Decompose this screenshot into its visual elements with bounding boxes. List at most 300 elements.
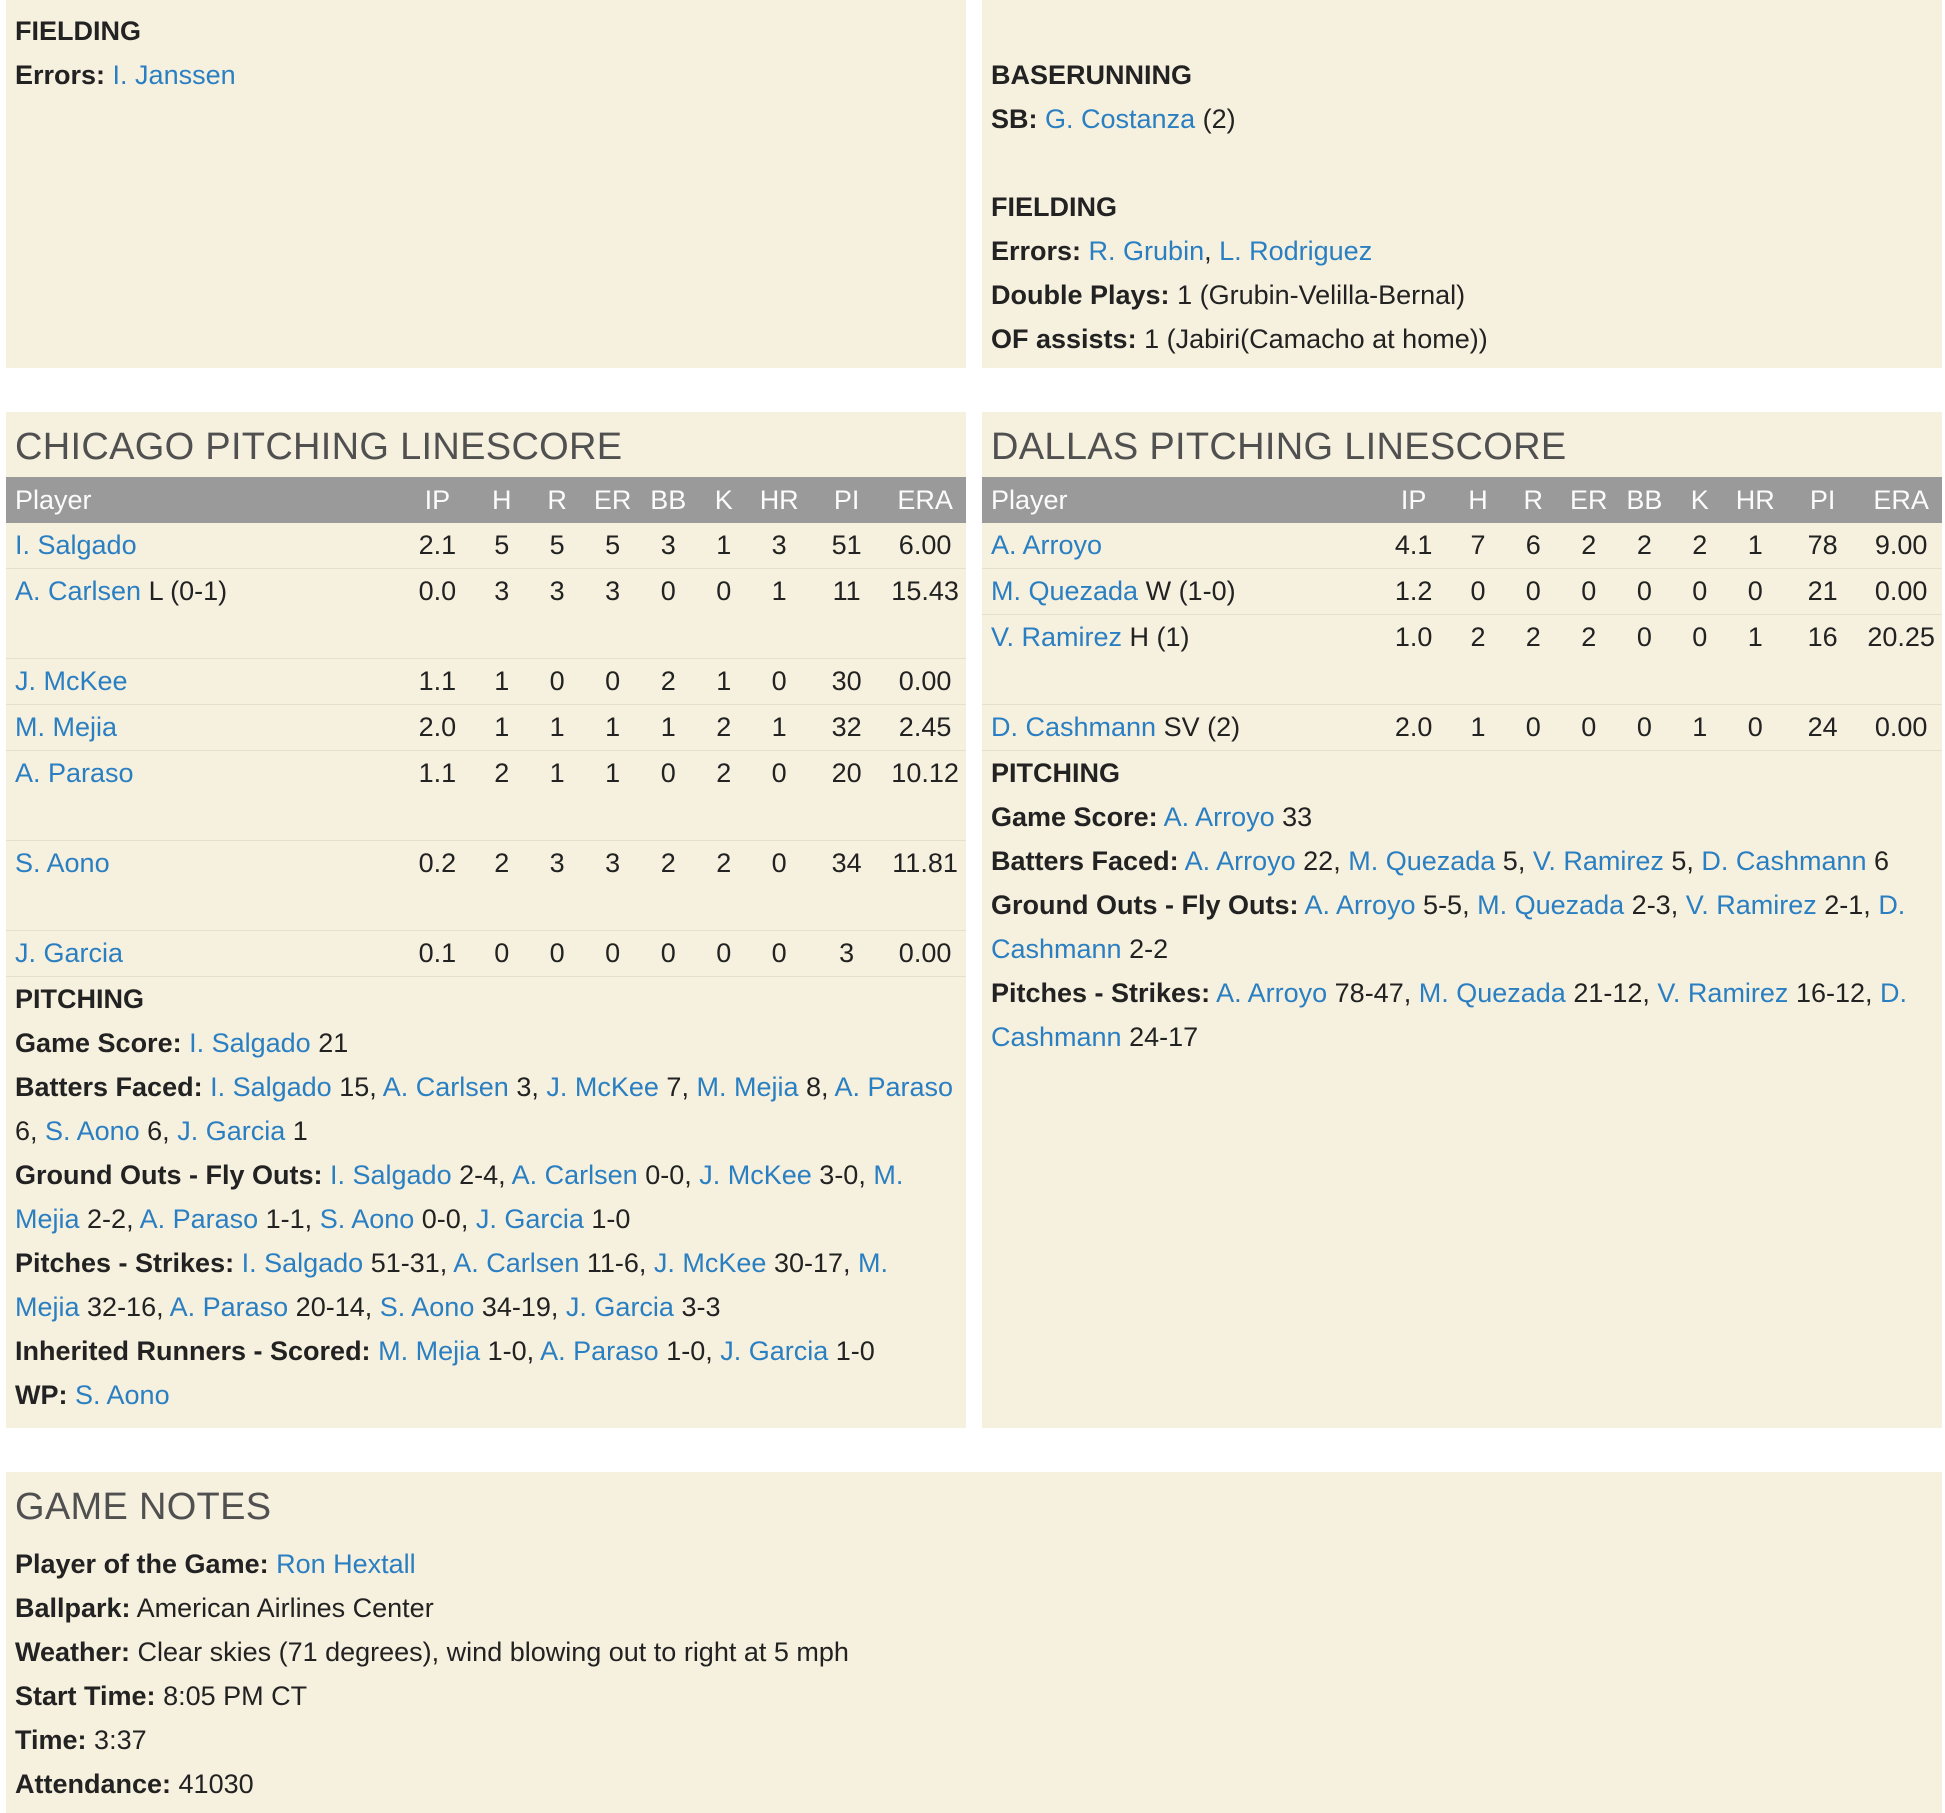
player-link[interactable]: I. Salgado — [330, 1160, 452, 1190]
weather-label: Weather: — [15, 1637, 131, 1667]
table-row — [982, 615, 1942, 705]
player-link[interactable]: M. Mejia — [378, 1336, 481, 1366]
stat-er: 1 — [587, 751, 639, 841]
stat-er: 3 — [587, 841, 639, 931]
stat-bb: 1 — [638, 705, 698, 751]
player-link[interactable]: D. Cashmann — [991, 890, 1906, 964]
table-row — [6, 841, 966, 931]
table-row — [6, 659, 966, 705]
player-link[interactable]: I. Janssen — [112, 60, 236, 90]
player-cell — [6, 931, 399, 977]
go-fo-line: Ground Outs - Fly Outs: A. Arroyo 5-5, M. Quezada 2-3, V. Ramirez 2-1, D. Cashmann 2-2 — [991, 890, 1906, 964]
stat-r: 5 — [527, 523, 586, 569]
stat-value: 2-3 — [1624, 890, 1671, 920]
player-link[interactable]: M. Quezada — [1477, 890, 1625, 920]
stat-era: 20.25 — [1860, 615, 1942, 705]
player-link[interactable]: J. Garcia — [177, 1116, 286, 1146]
player-cell — [982, 523, 1375, 569]
stat-ip: 1.2 — [1375, 569, 1452, 615]
go-fo-line: Ground Outs - Fly Outs: I. Salgado 2-4, A. Carlsen 0-0, J. McKee 3-0, M. Mejia 2-2, A. Paraso 1-1, S. Aono 0-0, J. Garcia 1-0 — [15, 1160, 904, 1234]
player-link[interactable]: A. Paraso — [834, 1072, 954, 1102]
stat-value: 78-47 — [1327, 978, 1404, 1008]
panel-title: CHICAGO PITCHING LINESCORE — [15, 426, 623, 468]
stat-era: 11.81 — [884, 841, 966, 931]
sb-label: SB: — [991, 104, 1038, 134]
wp-line — [15, 1373, 957, 1417]
player-link[interactable]: M. Mejia — [696, 1072, 799, 1102]
decision-note: SV (2) — [1156, 712, 1241, 742]
stat-bb: 2 — [638, 659, 698, 705]
stat-value: 2-1 — [1816, 890, 1864, 920]
pitches-strikes-label: Pitches - Strikes: — [15, 1248, 235, 1278]
stat-hr: 1 — [1725, 523, 1785, 569]
col-header-player: Player — [982, 477, 1375, 523]
player-link[interactable]: I. Salgado — [241, 1248, 364, 1278]
stat-k: 0 — [1674, 615, 1725, 705]
stat-r: 0 — [1504, 705, 1563, 751]
stat-value: 21-12 — [1565, 978, 1643, 1008]
stat-value: 6 — [15, 1116, 31, 1146]
stat-h: 2 — [1452, 615, 1503, 705]
stat-value: 34-19 — [474, 1292, 551, 1322]
stat-value: 8 — [798, 1072, 821, 1102]
player-link[interactable]: V. Ramirez — [1532, 846, 1664, 876]
inherited-label: Inherited Runners - Scored: — [15, 1336, 371, 1366]
stat-hr: 3 — [749, 523, 809, 569]
stat-value: 5 — [1663, 846, 1687, 876]
player-cell — [6, 569, 399, 659]
batters-faced-label: Batters Faced: — [991, 846, 1179, 876]
stat-value: 3 — [508, 1072, 532, 1102]
col-header-bb: BB — [1615, 477, 1675, 523]
stat-value: 22 — [1295, 846, 1334, 876]
player-link[interactable]: R. Grubin — [1088, 236, 1205, 266]
col-header-player: Player — [6, 477, 399, 523]
stat-value: 11-6 — [579, 1248, 639, 1278]
stat-value: 3-0 — [811, 1160, 859, 1190]
player-link[interactable]: G. Costanza — [1045, 104, 1196, 134]
table-row — [982, 523, 1942, 569]
stat-pi: 78 — [1785, 523, 1860, 569]
decision-note: H (1) — [1122, 622, 1190, 652]
table-header-row — [6, 477, 966, 523]
stat-bb: 0 — [638, 931, 698, 977]
batters-faced-line: Batters Faced: I. Salgado 15, A. Carlsen 3, J. McKee 7, M. Mejia 8, A. Paraso 6, S. Aono 6, J. Garcia 1 — [15, 1072, 954, 1146]
stat-er: 0 — [587, 659, 639, 705]
stat-r: 3 — [527, 841, 586, 931]
player-link[interactable]: D. Cashmann — [1701, 846, 1867, 876]
of-assists-label: OF assists: — [991, 324, 1137, 354]
stat-era: 2.45 — [884, 705, 966, 751]
player-link[interactable]: M. Quezada — [1418, 978, 1566, 1008]
attendance-label: Attendance: — [15, 1769, 172, 1799]
player-cell — [6, 751, 399, 841]
stat-value: 5-5 — [1415, 890, 1463, 920]
stat-value: 2-2 — [1121, 934, 1169, 964]
stat-er: 2 — [1563, 615, 1615, 705]
player-link[interactable]: A. Arroyo — [991, 530, 1103, 560]
table-row — [6, 931, 966, 977]
stat-hr: 1 — [749, 569, 809, 659]
player-cell — [982, 569, 1375, 615]
player-link[interactable]: A. Arroyo — [1163, 802, 1275, 832]
player-link[interactable]: M. Mejia — [15, 712, 118, 742]
stat-k: 0 — [698, 931, 749, 977]
player-of-game-label: Player of the Game: — [15, 1549, 269, 1579]
stat-h: 7 — [1452, 523, 1503, 569]
fielding-header: FIELDING — [991, 192, 1117, 222]
player-cell — [982, 615, 1375, 705]
stat-r: 2 — [1504, 615, 1563, 705]
player-link[interactable]: M. Mejia — [15, 1248, 889, 1322]
player-link[interactable]: M. Quezada — [991, 576, 1139, 606]
errors-label: Errors: — [991, 236, 1082, 266]
stat-r: 0 — [1504, 569, 1563, 615]
stat-ip: 2.0 — [399, 705, 476, 751]
stat-value: 2-2 — [79, 1204, 127, 1234]
stat-bb: 0 — [1615, 569, 1675, 615]
stat-pi: 34 — [809, 841, 884, 931]
col-header-hr: HR — [749, 477, 809, 523]
player-link[interactable]: A. Arroyo — [1304, 890, 1416, 920]
player-link[interactable]: A. Carlsen — [453, 1248, 580, 1278]
stat-h: 0 — [476, 931, 527, 977]
stat-ip: 0.2 — [399, 841, 476, 931]
table-row — [982, 705, 1942, 751]
stat-value: 2-4 — [451, 1160, 499, 1190]
time-label: Time: — [15, 1725, 87, 1755]
table-row — [6, 751, 966, 841]
stat-er: 3 — [587, 569, 639, 659]
stat-value: 6 — [139, 1116, 163, 1146]
stat-bb: 0 — [1615, 705, 1675, 751]
ballpark-label: Ballpark: — [15, 1593, 131, 1623]
stat-k: 2 — [1674, 523, 1725, 569]
stat-value: 3-3 — [673, 1292, 721, 1322]
stat-pi: 3 — [809, 931, 884, 977]
col-header-h: H — [476, 477, 527, 523]
double-plays-line — [991, 273, 1933, 317]
stat-hr: 1 — [749, 705, 809, 751]
col-header-h: H — [1452, 477, 1503, 523]
player-link[interactable]: A. Arroyo — [1184, 846, 1296, 876]
errors-line — [15, 53, 957, 97]
stat-era: 0.00 — [884, 931, 966, 977]
stat-k: 0 — [698, 569, 749, 659]
stat-hr: 1 — [1725, 615, 1785, 705]
stat-ip: 0.1 — [399, 931, 476, 977]
stat-value: 16-12 — [1788, 978, 1865, 1008]
player-link[interactable]: M. Quezada — [1348, 846, 1496, 876]
start-time-line — [15, 1674, 1933, 1718]
game-score-label: Game Score: — [15, 1028, 182, 1058]
panel-title: GAME NOTES — [15, 1486, 272, 1528]
pitching-header: PITCHING — [991, 758, 1121, 788]
player-link[interactable]: S. Aono — [15, 848, 110, 878]
pitches-strikes-line: Pitches - Strikes: I. Salgado 51-31, A. Carlsen 11-6, J. McKee 30-17, M. Mejia 32-16, A. Paraso 20-14, S. Aono 34-19, J. Garcia 3-3 — [15, 1248, 889, 1322]
stat-value: 24-17 — [1121, 1022, 1199, 1052]
stat-h: 0 — [1452, 569, 1503, 615]
stat-ip: 0.0 — [399, 569, 476, 659]
stat-value: 51-31 — [363, 1248, 440, 1278]
stat-r: 1 — [527, 705, 586, 751]
stat-value: 1-0 — [828, 1336, 875, 1366]
pitching-header: PITCHING — [15, 984, 145, 1014]
stat-ip: 1.1 — [399, 659, 476, 705]
chicago-pitching-notes — [15, 977, 957, 1417]
table-row — [6, 569, 966, 659]
stat-value: 0-0 — [637, 1160, 685, 1190]
stat-r: 1 — [527, 751, 586, 841]
inherited-line: Inherited Runners - Scored: M. Mejia 1-0, A. Paraso 1-0, J. Garcia 1-0 — [15, 1336, 875, 1366]
chicago-linescore-table — [6, 477, 966, 977]
player-link[interactable]: D. Cashmann — [991, 978, 1908, 1052]
table-body — [982, 523, 1942, 751]
player-link[interactable]: A. Carlsen — [511, 1160, 638, 1190]
stat-bb: 0 — [1615, 615, 1675, 705]
player-link[interactable]: S. Aono — [45, 1116, 140, 1146]
pitches-strikes-line: Pitches - Strikes: A. Arroyo 78-47, M. Quezada 21-12, V. Ramirez 16-12, D. Cashmann 24-17 — [991, 978, 1908, 1052]
col-header-ip: IP — [1375, 477, 1452, 523]
col-header-pi: PI — [809, 477, 884, 523]
col-header-pi: PI — [1785, 477, 1860, 523]
stat-pi: 24 — [1785, 705, 1860, 751]
start-time-label: Start Time: — [15, 1681, 156, 1711]
panel-title: DALLAS PITCHING LINESCORE — [991, 426, 1567, 468]
stat-hr: 0 — [1725, 705, 1785, 751]
stat-ip: 2.0 — [1375, 705, 1452, 751]
col-header-hr: HR — [1725, 477, 1785, 523]
stat-h: 1 — [476, 659, 527, 705]
player-link[interactable]: J. McKee — [15, 666, 128, 696]
wp-label: WP: — [15, 1380, 68, 1410]
double-plays-value: 1 (Grubin-Velilla-Bernal) — [1177, 280, 1466, 310]
game-score-line — [15, 1021, 957, 1065]
stat-bb: 2 — [1615, 523, 1675, 569]
col-header-era: ERA — [884, 477, 966, 523]
stat-h: 5 — [476, 523, 527, 569]
top-left-panel — [6, 0, 966, 368]
player-link[interactable]: S. Aono — [379, 1292, 475, 1322]
decision-note: W (1-0) — [1138, 576, 1236, 606]
table-row — [6, 705, 966, 751]
player-link[interactable]: S. Aono — [75, 1380, 170, 1410]
dallas-pitching-notes — [991, 751, 1933, 1059]
player-link[interactable]: J. McKee — [699, 1160, 812, 1190]
player-link[interactable]: J. Garcia — [15, 938, 124, 968]
player-link[interactable]: A. Arroyo — [1216, 978, 1328, 1008]
stat-ip: 1.0 — [1375, 615, 1452, 705]
player-link[interactable]: V. Ramirez — [1685, 890, 1817, 920]
col-header-ip: IP — [399, 477, 476, 523]
stat-value: 20-14 — [288, 1292, 365, 1322]
stat-hr: 0 — [749, 659, 809, 705]
stat-h: 1 — [476, 705, 527, 751]
stat-hr: 0 — [749, 841, 809, 931]
player-cell — [6, 659, 399, 705]
of-assists-value: 1 (Jabiri(Camacho at home)) — [1144, 324, 1488, 354]
col-header-r: R — [527, 477, 586, 523]
batters-faced-label: Batters Faced: — [15, 1072, 203, 1102]
stat-era: 0.00 — [1860, 569, 1942, 615]
col-header-k: K — [1674, 477, 1725, 523]
stat-value: 1-0 — [583, 1204, 631, 1234]
start-time-value: 8:05 PM CT — [163, 1681, 308, 1711]
go-fo-label: Ground Outs - Fly Outs: — [15, 1160, 323, 1190]
weather-line — [15, 1630, 1933, 1674]
ballpark-value: American Airlines Center — [136, 1593, 434, 1623]
time-value: 3:37 — [94, 1725, 147, 1755]
stat-value: 15 — [331, 1072, 370, 1102]
stat-hr: 0 — [1725, 569, 1785, 615]
player-cell — [6, 705, 399, 751]
sb-count: (2) — [1202, 104, 1236, 134]
stat-value: 7 — [658, 1072, 682, 1102]
table-row — [6, 523, 966, 569]
player-link[interactable]: A. Carlsen — [382, 1072, 509, 1102]
game-notes-panel — [6, 1472, 1942, 1813]
player-link[interactable]: J. Garcia — [720, 1336, 829, 1366]
stat-r: 0 — [527, 659, 586, 705]
of-assists-line — [991, 317, 1933, 361]
col-header-r: R — [1504, 477, 1563, 523]
game-score-line — [991, 795, 1933, 839]
errors-line: Errors: R. Grubin, L. Rodriguez — [991, 236, 1373, 266]
stat-er: 1 — [587, 705, 639, 751]
top-right-panel — [982, 0, 1942, 368]
errors-label: Errors: — [15, 60, 106, 90]
stat-pi: 51 — [809, 523, 884, 569]
player-link[interactable]: J. McKee — [653, 1248, 767, 1278]
col-header-er: ER — [1563, 477, 1615, 523]
table-body — [6, 523, 966, 977]
stat-bb: 2 — [638, 841, 698, 931]
pitches-strikes-label: Pitches - Strikes: — [991, 978, 1211, 1008]
stat-er: 0 — [1563, 569, 1615, 615]
player-link[interactable]: M. Mejia — [15, 1160, 904, 1234]
decision-note: L (0-1) — [141, 576, 228, 606]
col-header-k: K — [698, 477, 749, 523]
stat-er: 5 — [587, 523, 639, 569]
stat-era: 0.00 — [1860, 705, 1942, 751]
stat-r: 0 — [527, 931, 586, 977]
baserunning-header: BASERUNNING — [991, 60, 1193, 90]
player-link[interactable]: I. Salgado — [189, 1028, 311, 1058]
table-row — [982, 569, 1942, 615]
stat-bb: 0 — [638, 751, 698, 841]
player-cell — [982, 705, 1375, 751]
stat-pi: 20 — [809, 751, 884, 841]
stat-era: 6.00 — [884, 523, 966, 569]
stat-value: 1-1 — [258, 1204, 305, 1234]
stat-pi: 32 — [809, 705, 884, 751]
go-fo-label: Ground Outs - Fly Outs: — [991, 890, 1299, 920]
stat-bb: 0 — [638, 569, 698, 659]
stat-h: 2 — [476, 841, 527, 931]
stat-r: 3 — [527, 569, 586, 659]
player-link[interactable]: J. Garcia — [475, 1204, 584, 1234]
stat-hr: 0 — [749, 931, 809, 977]
stat-era: 9.00 — [1860, 523, 1942, 569]
stat-pi: 11 — [809, 569, 884, 659]
stat-value: 32-16 — [79, 1292, 157, 1322]
player-link[interactable]: L. Rodriguez — [1219, 236, 1373, 266]
player-link[interactable]: A. Paraso — [540, 1336, 659, 1366]
stat-er: 0 — [587, 931, 639, 977]
stat-value: 1 — [285, 1116, 308, 1146]
stat-k: 2 — [698, 705, 749, 751]
stat-ip: 2.1 — [399, 523, 476, 569]
sb-line — [991, 97, 1933, 141]
dallas-pitching-panel — [982, 412, 1942, 1428]
player-link[interactable]: V. Ramirez — [991, 622, 1123, 652]
stat-k: 2 — [698, 751, 749, 841]
stat-pi: 16 — [1785, 615, 1860, 705]
stat-era: 0.00 — [884, 659, 966, 705]
stat-h: 2 — [476, 751, 527, 841]
stat-ip: 4.1 — [1375, 523, 1452, 569]
ballpark-line — [15, 1586, 1933, 1630]
stat-h: 3 — [476, 569, 527, 659]
stat-value: 1-0 — [480, 1336, 527, 1366]
player-link[interactable]: J. Garcia — [565, 1292, 674, 1322]
stat-value: 30-17 — [766, 1248, 844, 1278]
fielding-header: FIELDING — [15, 16, 141, 46]
stat-k: 1 — [698, 659, 749, 705]
player-cell — [6, 841, 399, 931]
stat-k: 0 — [1674, 569, 1725, 615]
player-link[interactable]: I. Salgado — [210, 1072, 332, 1102]
player-link[interactable]: Ron Hextall — [276, 1549, 416, 1579]
stat-k: 1 — [1674, 705, 1725, 751]
player-link[interactable]: J. McKee — [546, 1072, 659, 1102]
player-link[interactable]: D. Cashmann — [991, 712, 1157, 742]
time-line — [15, 1718, 1933, 1762]
stat-ip: 1.1 — [399, 751, 476, 841]
stat-value: 0-0 — [414, 1204, 461, 1234]
stat-value: 33 — [1274, 802, 1313, 832]
stat-value: 1-0 — [658, 1336, 706, 1366]
stat-value: 5 — [1495, 846, 1518, 876]
stat-era: 10.12 — [884, 751, 966, 841]
player-link[interactable]: V. Ramirez — [1657, 978, 1789, 1008]
stat-er: 0 — [1563, 705, 1615, 751]
attendance-value: 41030 — [178, 1769, 254, 1799]
stat-h: 1 — [1452, 705, 1503, 751]
player-of-game-line — [15, 1542, 1933, 1586]
attendance-line — [15, 1762, 1933, 1806]
table-header-row — [982, 477, 1942, 523]
player-link[interactable]: A. Paraso — [139, 1204, 259, 1234]
stat-value: 21 — [310, 1028, 349, 1058]
stat-k: 2 — [698, 841, 749, 931]
stat-pi: 30 — [809, 659, 884, 705]
player-link[interactable]: A. Carlsen — [15, 576, 142, 606]
stat-bb: 3 — [638, 523, 698, 569]
stat-k: 1 — [698, 523, 749, 569]
stat-r: 6 — [1504, 523, 1563, 569]
player-link[interactable]: A. Paraso — [15, 758, 134, 788]
player-link[interactable]: I. Salgado — [15, 530, 137, 560]
batters-faced-line: Batters Faced: A. Arroyo 22, M. Quezada 5, V. Ramirez 5, D. Cashmann 6 — [991, 846, 1890, 876]
col-header-er: ER — [587, 477, 639, 523]
player-link[interactable]: A. Paraso — [169, 1292, 289, 1322]
chicago-pitching-panel — [6, 412, 966, 1428]
col-header-bb: BB — [638, 477, 698, 523]
stat-era: 15.43 — [884, 569, 966, 659]
stat-pi: 21 — [1785, 569, 1860, 615]
player-link[interactable]: S. Aono — [319, 1204, 415, 1234]
